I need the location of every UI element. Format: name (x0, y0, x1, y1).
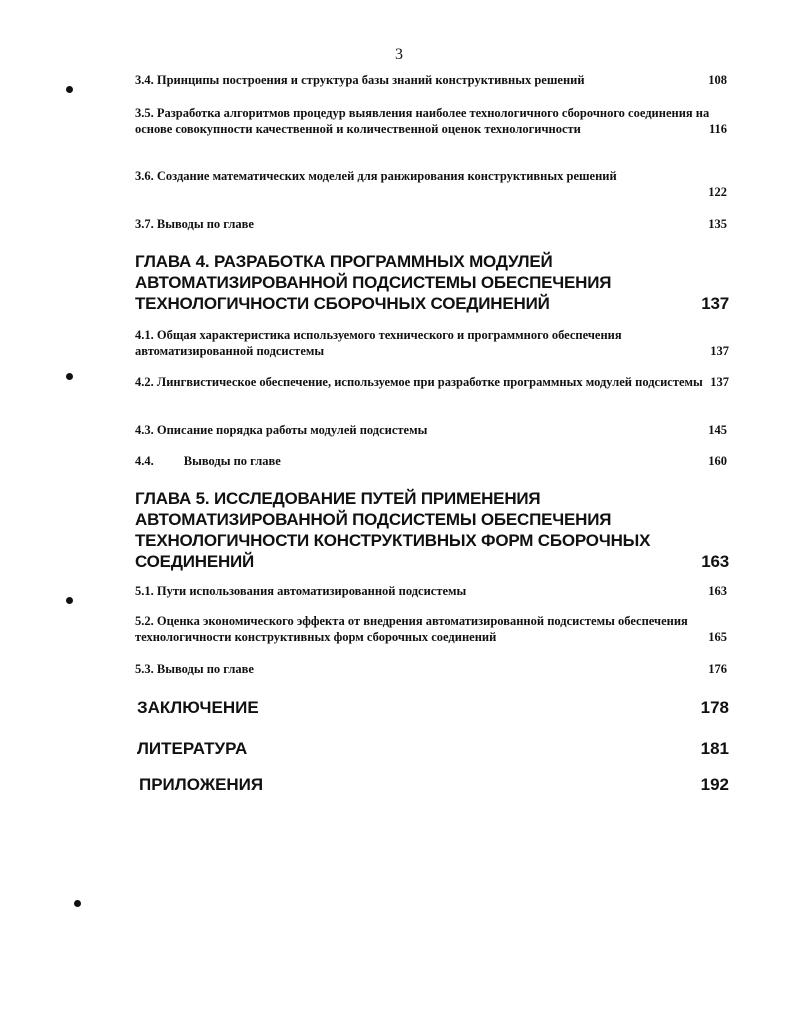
toc-entry-page: 135 (708, 217, 727, 231)
chapter-title-line: ТЕХНОЛОГИЧНОСТИ КОНСТРУКТИВНЫХ ФОРМ СБОРОЧНЫХ (135, 531, 651, 550)
chapter-title-line: АВТОМАТИЗИРОВАННОЙ ПОДСИСТЕМЫ ОБЕСПЕЧЕНИЯ (135, 273, 612, 292)
toc-entry-title: 3.6. Создание математических моделей для ранжирования конструктивных решений (135, 169, 617, 183)
toc-entry-title: 4.1. Общая характеристика используемого технического и программного обеспечения автоматизированной подсистемы (135, 328, 622, 358)
chapter-title-line: ГЛАВА 4. РАЗРАБОТКА ПРОГРАММНЫХ МОДУЛЕЙ (135, 252, 553, 271)
binder-hole-dot (66, 597, 73, 604)
toc-section-appendices[interactable] (139, 775, 729, 795)
toc-entry-page: 160 (708, 454, 727, 468)
toc-entry-page: 108 (708, 73, 727, 87)
toc-entry-4-4[interactable] (135, 453, 727, 469)
toc-section-conclusion[interactable] (137, 698, 729, 718)
toc-entry-title: 4.2. Лингвистическое обеспечение, используемое при разработке программных модулей подсистемы (135, 375, 703, 389)
chapter-title-line: АВТОМАТИЗИРОВАННОЙ ПОДСИСТЕМЫ ОБЕСПЕЧЕНИЯ (135, 510, 612, 529)
toc-entry-5-2[interactable] (135, 613, 727, 645)
toc-entry-4-1[interactable] (135, 327, 729, 359)
section-page: 192 (700, 775, 729, 794)
section-title: ЛИТЕРАТУРА (137, 739, 248, 758)
toc-entry-page: 165 (708, 630, 727, 644)
toc-entry-title: 3.7. Выводы по главе (135, 217, 254, 231)
toc-entry-title: 3.5. Разработка алгоритмов процедур выявления наиболее технологичного сборочного соединения на основе совокупности качественной и количественной оценок технологичности (135, 106, 710, 136)
toc-entry-label: 4.4. (135, 454, 154, 468)
section-page: 181 (700, 739, 729, 758)
section-title: ЗАКЛЮЧЕНИЕ (137, 698, 259, 717)
binder-hole-dot (66, 86, 73, 93)
toc-section-literature[interactable] (137, 739, 729, 759)
toc-entry-page: 137 (710, 375, 729, 389)
toc-entry-title: 5.2. Оценка экономического эффекта от внедрения автоматизированной подсистемы обеспечения технологичности конструктивных форм сборочных соединений (135, 614, 688, 644)
binder-hole-dot (66, 373, 73, 380)
chapter-page: 163 (701, 552, 729, 571)
chapter-4-heading[interactable] (135, 251, 729, 314)
toc-entry-page: 137 (710, 344, 729, 358)
toc-entry-5-3[interactable] (135, 661, 727, 677)
section-title: ПРИЛОЖЕНИЯ (139, 775, 264, 794)
chapter-title-line: ТЕХНОЛОГИЧНОСТИ СБОРОЧНЫХ СОЕДИНЕНИЙ (135, 294, 550, 313)
chapter-title-line: ГЛАВА 5. ИССЛЕДОВАНИЕ ПУТЕЙ ПРИМЕНЕНИЯ (135, 489, 541, 508)
toc-entry-3-4[interactable] (135, 72, 727, 88)
toc-entry-page: 116 (708, 122, 727, 136)
toc-entry-4-2[interactable] (135, 374, 729, 390)
toc-entry-title: 4.3. Описание порядка работы модулей подсистемы (135, 423, 428, 437)
toc-entry-title: Выводы по главе (183, 454, 281, 468)
toc-entry-page: 163 (708, 584, 727, 598)
toc-entry-page: 122 (708, 185, 727, 199)
page-number: 3 (395, 46, 403, 63)
toc-entry-page: 145 (708, 423, 727, 437)
toc-entry-page: 176 (708, 662, 727, 676)
chapter-5-heading[interactable] (135, 488, 729, 572)
toc-entry-3-5[interactable] (135, 105, 727, 137)
toc-entry-title: 5.3. Выводы по главе (135, 662, 254, 676)
chapter-page: 137 (701, 294, 729, 313)
toc-entry-5-1[interactable] (135, 583, 727, 599)
toc-entry-title: 5.1. Пути использования автоматизированной подсистемы (135, 584, 467, 598)
toc-entry-3-6[interactable] (135, 168, 727, 200)
chapter-title-line: СОЕДИНЕНИЙ (135, 552, 255, 571)
toc-entry-3-7[interactable] (135, 216, 727, 232)
toc-entry-title: 3.4. Принципы построения и структура базы знаний конструктивных решений (135, 73, 585, 87)
toc-entry-4-3[interactable] (135, 422, 727, 438)
binder-hole-dot (74, 900, 81, 907)
section-page: 178 (700, 698, 729, 717)
